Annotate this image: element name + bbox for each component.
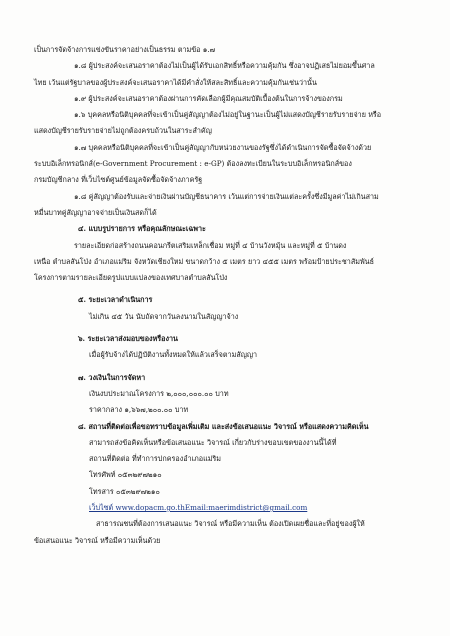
website-link[interactable]: เว็บไซต์ www.dopacm.go.thEmail:maerimdistrict@gmail.com — [89, 503, 308, 513]
text-line: ๑.๗ บุคคลหรือนิติบุคคลที่จะเข้าเป็นคู่สัญญากับหน่วยงานของรัฐซึ่งได้ดำเนินการจัดซื้อจัดจ้างด้วย — [74, 142, 372, 152]
text-line: ไม่เกิน ๔๕ วัน นับถัดจากวันลงนามในสัญญาจ้าง — [89, 311, 239, 321]
text-line: ราคากลาง ๑,๖๖๗,๒๐๐.๐๐ บาท — [89, 405, 189, 415]
text-line: โครงการตามรายละเอียดรูปแบบแปลงของเทศบาลตำบลสันโป่ง — [34, 273, 228, 283]
text-line: ๑.๖ บุคคลหรือนิติบุคคลที่จะเข้าเป็นคู่สัญญาต้องไม่อยู่ในฐานะเป็นผู้ไม่แสดงบัญชีรายรับรายจ่าย หรือ — [74, 110, 382, 120]
text-line: เงินงบประมาณโครงการ ๒,๐๐๐,๐๐๐.๐๐ บาท — [89, 388, 229, 398]
section-heading: ๕. ระยะเวลาดำเนินการ — [78, 295, 153, 305]
section-heading: ๘. สถานที่ติดต่อเพื่อขอทราบข้อมูลเพิ่มเติม และส่งข้อเสนอแนะ วิจารณ์ หรือแสดงความคิดเห็น — [78, 421, 369, 431]
text-line: ๑.๘ ผู้ประสงค์จะเสนอราคาต้องไม่เป็นผู้ได้รับเอกสิทธิ์หรือความคุ้มกัน ซึ่งอาจปฏิเสธไม่ยอมขึ้นศาล — [74, 61, 375, 71]
text-line: เหนือ ตำบลสันโป่ง อำเภอแม่ริม จังหวัดเชียงใหม่ ขนาดกว้าง ๕ เมตร ยาว ๔๕๕ เมตร พร้อมป้ายประชาสัมพันธ์ — [34, 256, 374, 266]
text-line: ข้อเสนอแนะ วิจารณ์ หรือมีความเห็นด้วย — [34, 535, 161, 545]
text-line: ๑.๙ ผู้ประสงค์จะเสนอราคาต้องผ่านการคัดเลือกผู้มีคุณสมบัติเบื้องต้นในการจ้างของกรม — [74, 93, 343, 103]
text-line: โทรศัพท์ ๐๕๓๒๙๗๒๑๐ — [89, 470, 162, 480]
text-line: ระบบอิเล็กทรอนิกส์(e-Government Procurement : e-GP) ต้องลงทะเบียนในระบบอิเล็กทรอนิกส์ของ — [34, 159, 352, 169]
section-heading: ๔. แบบรูปรายการ หรือคุณลักษณะเฉพาะ — [78, 224, 206, 234]
section-heading: ๖. ระยะเวลาส่งมอบของหรืองาน — [78, 334, 178, 344]
text-line: สถานที่ติดต่อ ที่ทำการปกครองอำเภอแม่ริม — [89, 454, 222, 464]
section-heading: ๗. วงเงินในการจัดหา — [78, 372, 146, 382]
text-line: กรมบัญชีกลาง ที่เว็บไซต์ศูนย์ข้อมูลจัดซื้อจัดจ้างภาครัฐ — [34, 175, 203, 185]
text-line: แสดงบัญชีรายรับรายจ่ายไม่ถูกต้องครบถ้วนในสาระสำคัญ — [34, 126, 212, 136]
text-line: เมื่อผู้รับจ้างได้ปฏิบัติงานทั้งหมดให้แล้วเสร็จตามสัญญา — [89, 350, 258, 360]
text-line: เป็นการจัดจ้างการแข่งขันราคาอย่างเป็นธรรม ตามข้อ ๑.๗ — [34, 45, 216, 54]
text-line: หมื่นบาทคู่สัญญาอาจจ่ายเป็นเงินสดก็ได้ — [34, 207, 157, 217]
text-line: สาธารณชนที่ต้องการเสนอแนะ วิจารณ์ หรือมีความเห็น ต้องเปิดเผยชื่อและที่อยู่ของผู้ให้ — [96, 519, 365, 529]
text-line: ๑.๘ คู่สัญญาต้องรับและจ่ายเงินผ่านบัญชีธนาคาร เว้นแต่การจ่ายเงินแต่ละครั้งซึ่งมีมูลค่าไม่เกินสาม — [74, 191, 379, 201]
text-line: รายละเอียดก่อสร้างถนนคอนกรีตเสริมเหล็กเชื่อม หมู่ที่ ๔ บ้านวังหมุ้น และหมู่ที่ ๕ บ้านดง — [74, 240, 347, 250]
text-line: โทรสาร ๐๕๓๒๙๗๒๑๐ — [89, 486, 160, 496]
text-line: สามารถส่งข้อคิดเห็นหรือข้อเสนอแนะ วิจารณ์ เกี่ยวกับร่างขอบเขตของงานนี้ได้ที่ — [89, 437, 337, 447]
text-line: ไทย เว้นแต่รัฐบาลของผู้ประสงค์จะเสนอราคาได้มีคำสั่งให้สละสิทธิ์และความคุ้มกันเช่นว่านั้น — [34, 77, 317, 87]
